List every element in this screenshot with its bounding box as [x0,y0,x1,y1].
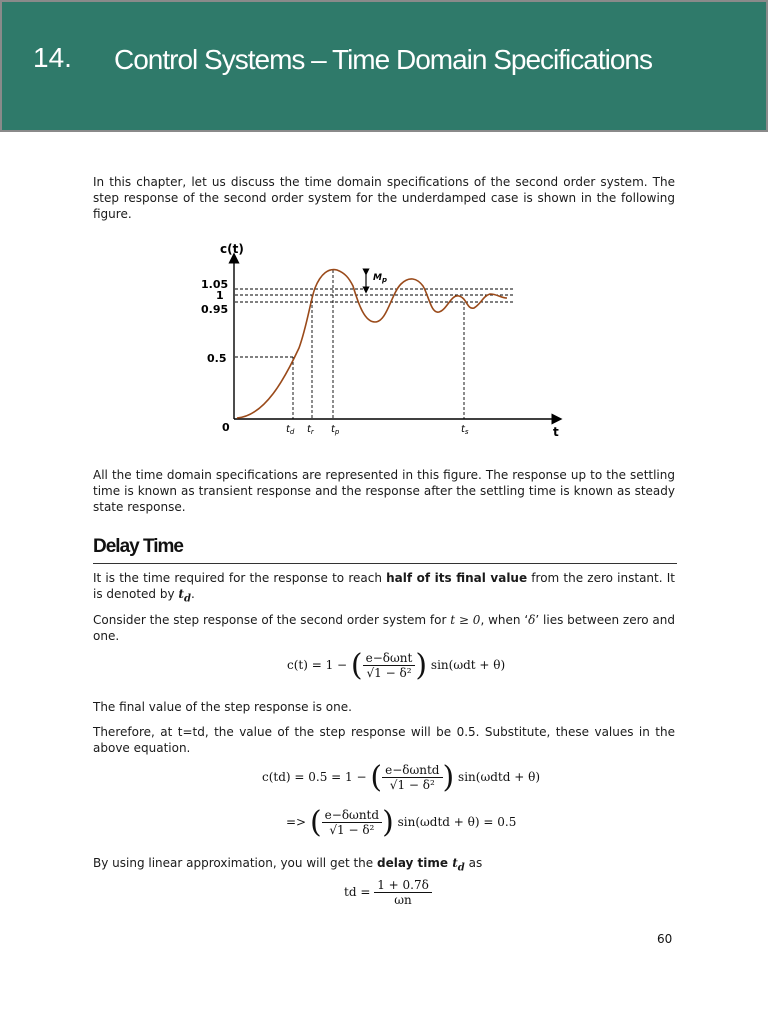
consider-paragraph: Consider the step response of the second order system for t ≥ 0, when ‘δ’ lies between zero and one. [93,613,675,643]
tick-ts: $t_s$ [461,424,469,436]
x-axis-label: t [553,425,559,439]
final-value-paragraph: The final value of the step response is one. [93,700,352,714]
equation-response: c(t) = 1 − ( $\frac{\text{e−δωnt}}{\text{√1 − δ²}}$ ) sin(ωdt + θ) [287,648,506,683]
delay-definition: It is the time required for the response to reach half of its final value from the zero instant. It is denoted by $t_d$. [93,571,675,605]
linear-approx-paragraph: By using linear approximation, you will get the delay time $t_d$ as [93,856,483,874]
tick-td: $t_d$ [286,424,295,436]
section-divider [93,563,677,564]
chapter-banner [0,0,768,132]
intro-paragraph: In this chapter, let us discuss the time domain specifications of the second order system. The step response of the second order system for the underdamped case is shown in the following figure. [93,175,675,221]
section-heading: Delay Time [93,536,183,557]
tick-tr: $t_r$ [307,424,314,436]
tick-tp: $t_p$ [331,424,340,436]
chapter-number: 14. [33,42,72,73]
step-response-figure [195,238,575,443]
mp-label: $M_p$ [373,273,387,284]
tick-1-05: 1.05 [201,278,229,291]
equation-delay-time: td = $\frac{1 + 0.7\delta}{\omega n}$ [344,878,432,907]
equation-implies: => ( $\frac{\text{e−δωntd}}{\text{√1 − δ²}}$ ) sin(ωdtd + θ) = 0.5 [286,805,517,840]
transient-paragraph: All the time domain specifications are represented in this figure. The response up to the settling time is known as transient response and the response after the settling time is known as steady state response. [93,468,675,514]
equation-td-substitution: c(td) = 0.5 = 1 − ( $\frac{\text{e−δωntd}}{\text{√1 − δ²}}$ ) sin(ωdtd + θ) [262,760,541,795]
tick-0: 0 [222,421,230,434]
page-number: 60 [657,932,673,946]
response-curve [237,270,507,418]
chapter-title: Control Systems – Time Domain Specifications [114,44,652,75]
tick-1: 1 [216,289,224,302]
y-axis-label: c(t) [220,242,244,256]
substitute-paragraph: Therefore, at t=td, the value of the step response will be 0.5. Substitute, these values in the above equation. [93,725,675,755]
tick-0-5: 0.5 [207,352,227,365]
tick-0-95: 0.95 [201,303,229,316]
